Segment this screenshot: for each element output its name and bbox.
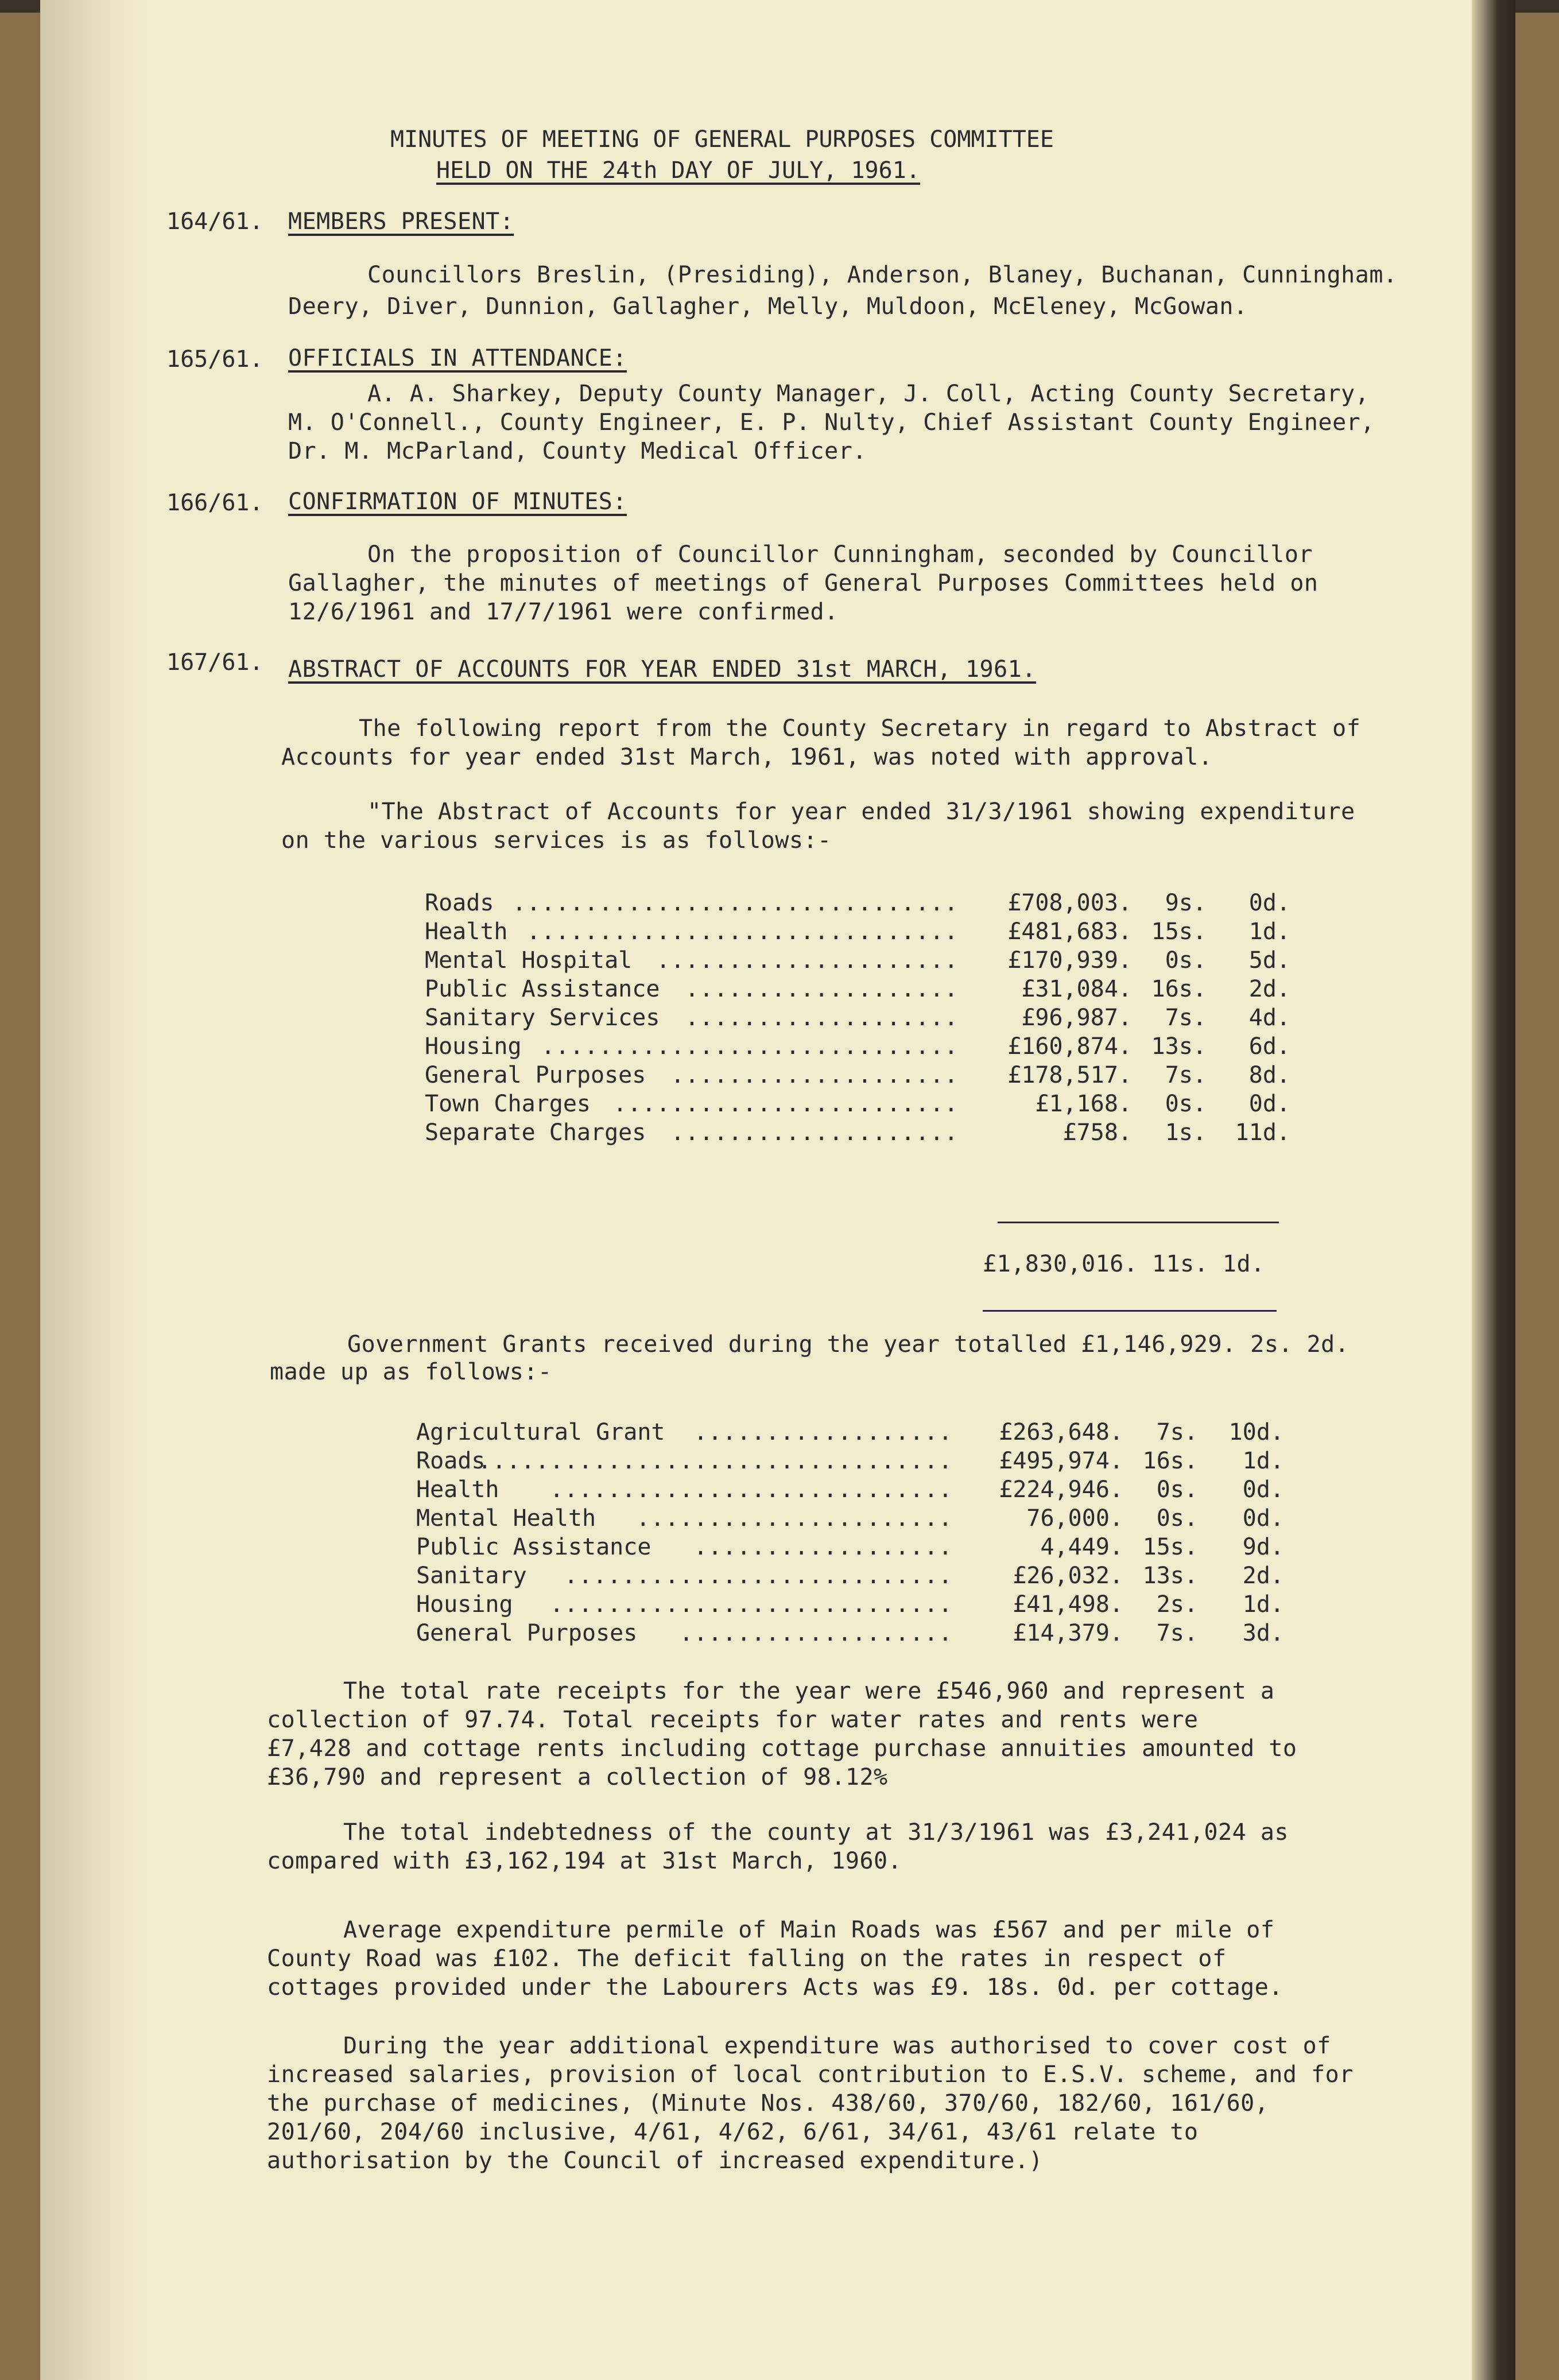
additional-line: authorisation by the Council of increased expenditure.) [267,2148,1044,2174]
leader-dots: .............................. [526,918,959,945]
abstract-quote-line: "The Abstract of Accounts for year ended 31/3/1961 showing expenditure [367,798,1355,825]
row-amount-pounds: £495,974. [999,1448,1123,1474]
row-amount-pounds: £41,498. [1013,1591,1123,1618]
debt-line: compared with £3,162,194 at 31st March, 1960. [267,1848,902,1874]
row-amount-pounds: £224,946. [999,1476,1123,1503]
section-title-members: MEMBERS PRESENT: [288,208,514,235]
row-amount-pence: 1d. [1248,918,1290,945]
row-label: Health [425,918,508,945]
row-amount-shillings: 2s. [1156,1591,1198,1618]
row-amount-pence: 3d. [1242,1620,1284,1646]
minute-number-167: 167/61. [166,649,263,676]
expenditure-total: £1,830,016. 11s. 1d. [983,1251,1265,1277]
row-label: Roads [416,1448,486,1474]
table-row [425,1003,1297,1032]
leader-dots: ............................. [541,1033,959,1060]
row-label: Mental Health [416,1505,596,1532]
row-amount-pence: 11d. [1235,1119,1290,1146]
minute-number-164: 164/61. [166,208,263,235]
row-label: Mental Hospital [425,947,633,974]
grants-intro-line: Government Grants received during the year totalled £1,146,929. 2s. 2d. [347,1331,1349,1358]
leader-dots: .................... [670,1119,959,1146]
rates-line: £7,428 and cottage rents including cottage purchase annuities amounted to [267,1735,1297,1762]
row-amount-pounds: £96,987. [1021,1005,1132,1031]
row-amount-pence: 8d. [1248,1062,1290,1088]
row-amount-pounds: £758. [1062,1119,1132,1146]
leader-dots: ............................... [512,890,959,916]
members-line: Councillors Breslin, (Presiding), Anderson, Blaney, Buchanan, Cunningham. [367,262,1398,288]
grants-intro-line: made up as follows:- [270,1359,552,1385]
rates-line: The total rate receipts for the year were £546,960 and represent a [343,1678,1275,1704]
debt-line: The total indebtedness of the county at 31/3/1961 was £3,241,024 as [343,1819,1289,1846]
row-amount-pence: 0d. [1248,1091,1290,1117]
row-amount-shillings: 15s. [1142,1534,1198,1560]
leader-dots: .................. [693,1534,953,1560]
rates-line: £36,790 and represent a collection of 98.12% [267,1764,888,1790]
row-label: Sanitary [416,1563,527,1589]
leader-dots: ................... [685,1005,959,1031]
table-row [416,1533,1289,1561]
row-amount-pence: 9d. [1242,1534,1284,1560]
row-label: Housing [425,1033,522,1060]
row-amount-pounds: £1,168. [1035,1091,1132,1117]
confirmation-line: Gallagher, the minutes of meetings of General Purposes Committees held on [288,570,1318,596]
document-subtitle: HELD ON THE 24th DAY OF JULY, 1961. [436,157,920,184]
row-amount-shillings: 7s. [1156,1419,1198,1445]
row-amount-pounds: £178,517. [1007,1062,1132,1088]
row-label: Public Assistance [416,1534,651,1560]
row-label: Sanitary Services [425,1005,660,1031]
row-amount-shillings: 13s. [1142,1563,1198,1589]
leader-dots: ............................ [549,1591,953,1618]
total-rule-top [998,1222,1279,1223]
row-amount-shillings: 16s. [1142,1448,1198,1474]
rates-line: collection of 97.74. Total receipts for water rates and rents were [267,1707,1199,1733]
leader-dots: .................. [693,1419,953,1445]
row-amount-pence: 1d. [1242,1591,1284,1618]
additional-line: 201/60, 204/60 inclusive, 4/61, 4/62, 6/61, 34/61, 43/61 relate to [267,2119,1199,2145]
row-amount-shillings: 0s. [1156,1505,1198,1532]
table-row [416,1418,1289,1447]
row-amount-pence: 0d. [1242,1476,1284,1503]
document-title: MINUTES OF MEETING OF GENERAL PURPOSES COMMITTEE [390,126,1054,153]
additional-line: the purchase of medicines, (Minute Nos. 438/60, 370/60, 182/60, 161/60, [267,2090,1269,2117]
row-amount-pounds: £263,648. [999,1419,1123,1445]
row-amount-shillings: 0s. [1165,1091,1207,1117]
additional-line: During the year additional expenditure was authorised to cover cost of [343,2033,1331,2059]
abstract-intro-line: Accounts for year ended 31st March, 1961, was noted with approval. [281,744,1213,770]
row-label: Health [416,1476,499,1503]
row-amount-shillings: 0s. [1156,1476,1198,1503]
leader-dots: ..................... [656,947,959,974]
section-title-abstract: ABSTRACT OF ACCOUNTS FOR YEAR ENDED 31st MARCH, 1961. [288,656,1036,683]
table-row [425,917,1297,946]
section-title-officials: OFFICIALS IN ATTENDANCE: [288,345,627,371]
table-row [416,1561,1289,1590]
leader-dots: ........................... [564,1563,953,1589]
table-row [425,946,1297,975]
row-label: Public Assistance [425,976,660,1002]
confirmation-line: On the proposition of Councillor Cunningham, seconded by Councillor [367,541,1313,568]
leader-dots: ................... [679,1620,953,1646]
row-amount-pence: 2d. [1242,1563,1284,1589]
row-amount-pounds: £31,084. [1021,976,1132,1002]
table-row [416,1475,1289,1504]
section-title-confirmation: CONFIRMATION OF MINUTES: [288,489,627,515]
total-rule-bottom [983,1310,1277,1312]
abstract-quote-line: on the various services is as follows:- [281,827,832,854]
row-amount-pence: 0d. [1242,1505,1284,1532]
minute-number-165: 165/61. [166,346,263,373]
leader-dots: ................................. [478,1448,953,1474]
abstract-intro-line: The following report from the County Secretary in regard to Abstract of [359,715,1361,742]
average-line: cottages provided under the Labourers Acts was £9. 18s. 0d. per cottage. [267,1974,1283,2001]
leader-dots: ........................ [613,1091,959,1117]
row-amount-pence: 1d. [1242,1448,1284,1474]
table-row [416,1447,1289,1475]
row-amount-pence: 4d. [1248,1005,1290,1031]
confirmation-line: 12/6/1961 and 17/7/1961 were confirmed. [288,599,839,625]
average-line: County Road was £102. The deficit falling on the rates in respect of [267,1945,1227,1972]
row-label: Housing [416,1591,513,1618]
row-label: General Purposes [416,1620,638,1646]
row-amount-shillings: 7s. [1165,1005,1207,1031]
row-amount-pence: 2d. [1248,976,1290,1002]
row-amount-pence: 10d. [1228,1419,1284,1445]
leader-dots: .................... [670,1062,959,1088]
row-amount-pounds: £708,003. [1007,890,1132,916]
row-amount-pounds: 4,449. [1040,1534,1123,1560]
officials-line: Dr. M. McParland, County Medical Officer. [288,438,867,464]
table-row [416,1504,1289,1533]
table-row [425,1090,1297,1118]
minute-number-166: 166/61. [166,490,263,516]
row-amount-pounds: £160,874. [1007,1033,1132,1060]
table-row [425,889,1297,917]
row-amount-shillings: 7s. [1165,1062,1207,1088]
row-amount-pence: 6d. [1248,1033,1290,1060]
row-amount-pence: 5d. [1248,947,1290,974]
officials-line: M. O'Connell., County Engineer, E. P. Nulty, Chief Assistant County Engineer, [288,409,1375,436]
row-amount-shillings: 9s. [1165,890,1207,916]
table-row [425,1061,1297,1090]
table-row [416,1590,1289,1619]
leader-dots: ...................... [636,1505,953,1532]
table-row [425,975,1297,1003]
row-amount-shillings: 16s. [1151,976,1207,1002]
officials-line: A. A. Sharkey, Deputy County Manager, J. Coll, Acting County Secretary, [367,381,1370,407]
row-amount-pounds: £14,379. [1013,1620,1123,1646]
row-label: Roads [425,890,494,916]
row-amount-pounds: £481,683. [1007,918,1132,945]
row-amount-pounds: £170,939. [1007,947,1132,974]
additional-line: increased salaries, provision of local contribution to E.S.V. scheme, and for [267,2061,1354,2088]
leader-dots: ................... [685,976,959,1002]
row-amount-shillings: 1s. [1165,1119,1207,1146]
row-label: General Purposes [425,1062,646,1088]
row-amount-shillings: 0s. [1165,947,1207,974]
row-amount-pounds: £26,032. [1013,1563,1123,1589]
table-row [425,1032,1297,1061]
members-line: Deery, Diver, Dunnion, Gallagher, Melly, Muldoon, McEleney, McGowan. [288,293,1248,320]
row-amount-pounds: 76,000. [1026,1505,1123,1532]
row-amount-pence: 0d. [1248,890,1290,916]
table-row [425,1118,1297,1147]
table-row [416,1619,1289,1648]
row-amount-shillings: 13s. [1151,1033,1207,1060]
row-label: Separate Charges [425,1119,646,1146]
row-label: Agricultural Grant [416,1419,665,1445]
average-line: Average expenditure permile of Main Roads was £567 and per mile of [343,1917,1275,1943]
row-amount-shillings: 7s. [1156,1620,1198,1646]
row-label: Town Charges [425,1091,591,1117]
leader-dots: ............................ [549,1476,953,1503]
row-amount-shillings: 15s. [1151,918,1207,945]
